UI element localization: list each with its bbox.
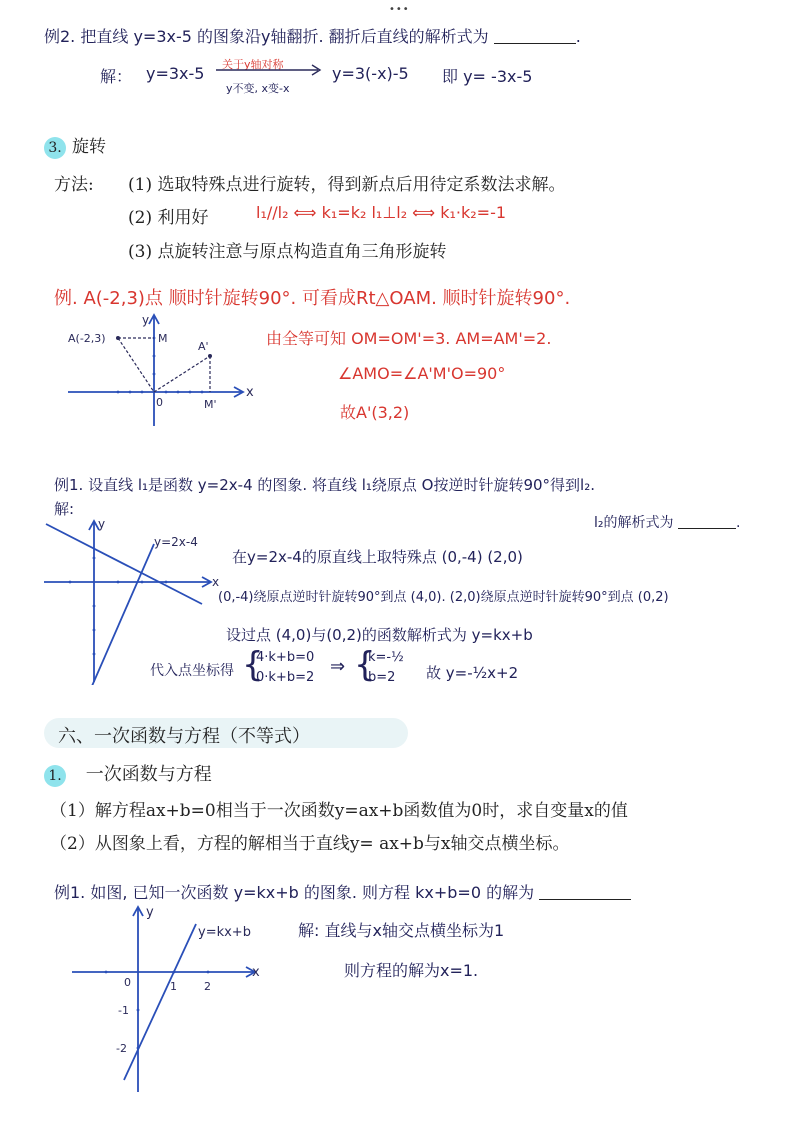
section6-sub-heading xyxy=(44,760,212,787)
ex1-rot-answer-blank xyxy=(678,514,736,529)
rotation-title: 旋转 xyxy=(72,137,106,157)
ex1-eq-x-label: x xyxy=(252,965,260,980)
ex1-rot-line3: 设过点 (4,0)与(0,2)的函数解析式为 y=kx+b xyxy=(226,626,533,644)
ex1-rot-line1: 在y=2x-4的原直线上取特殊点 (0,-4) (2,0) xyxy=(232,548,523,566)
ex1-rot-sub-label: 代入点坐标得 xyxy=(150,663,234,679)
ex1-rot-question-end: l₂的解析式为 . xyxy=(594,515,741,531)
ex1-rot-y-label: y xyxy=(98,517,106,531)
ex2-arrow-bottom: y不变, x变-x xyxy=(226,82,290,95)
ex-a-x-label: x xyxy=(246,385,254,400)
ex1-rot-sol1: k=-½ xyxy=(368,650,404,665)
ex1-rot-title: 例1. 设直线 l₁是函数 y=2x-4 的图象. 将直线 l₁绕原点 O按逆时针旋转90°得到l₂. xyxy=(54,476,595,494)
ex2-question-text: 例2. 把直线 y=3x-5 的图象沿y轴翻折. 翻折后直线的解析式为 xyxy=(44,27,489,46)
ex-a-y-label: y xyxy=(142,313,150,327)
section6-number-badge: 1. xyxy=(44,765,66,787)
window-handle-dots: ••• xyxy=(389,4,410,15)
ex2-eq2: y=3(-x)-5 xyxy=(332,64,409,83)
ex-a-line1: 由全等可知 OM=OM'=3. AM=AM'=2. xyxy=(266,329,552,348)
ex1-eq-graph xyxy=(66,900,276,1096)
ex2-answer-blank xyxy=(494,29,576,44)
ex1-eq-tick-m1: -1 xyxy=(118,1004,129,1017)
ex1-eq-tick-2: 2 xyxy=(204,980,211,993)
ex1-rot-implies: ⇒ xyxy=(330,656,346,677)
method-2-prefix: (2) 利用好 xyxy=(128,208,209,228)
ex1-rot-sys2: 0·k+b=2 xyxy=(256,670,315,685)
ex1-rot-line-label: y=2x-4 xyxy=(154,535,198,549)
ex2-sol-label: 解： xyxy=(100,67,133,86)
ex-a-line3: 故A'(3,2) xyxy=(340,403,410,422)
method-2-formula: l₁//l₂ ⟺ k₁=k₂ l₁⊥l₂ ⟺ k₁·k₂=-1 xyxy=(256,203,507,222)
ex2-arrow xyxy=(214,62,326,78)
section6-p1: （1）解方程ax+b=0相当于一次函数y=ax+b函数值为0时，求自变量x的值 xyxy=(50,801,628,821)
ex1-eq-sol1: 解: 直线与x轴交点横坐标为1 xyxy=(298,921,505,940)
method-1: (1) 选取特殊点进行旋转，得到新点后用待定系数法求解。 xyxy=(128,175,566,195)
ex-a-point-a2-label: A' xyxy=(198,340,209,353)
ex-a-point-m-label: M xyxy=(158,332,168,345)
section6-sub-title: 一次函数与方程 xyxy=(85,764,212,785)
ex1-rot-x-label: x xyxy=(212,575,220,589)
ex2-arrow-top: 关于y轴对称 xyxy=(222,58,284,71)
ex-a-line2: ∠AMO=∠A'M'O=90° xyxy=(338,364,506,383)
ex1-eq-tick-1: 1 xyxy=(170,980,177,993)
ex1-eq-answer-blank xyxy=(539,885,631,900)
ex1-rot-graph xyxy=(40,510,226,685)
ex-a-origin-label: 0 xyxy=(156,396,163,409)
ex1-rot-brace-left: { xyxy=(242,645,264,685)
ex1-rot-sol2: b=2 xyxy=(368,670,396,685)
ex1-eq-y-label: y xyxy=(146,905,154,920)
ex1-eq-tick-m2: -2 xyxy=(116,1042,127,1055)
ex1-rot-sys1: 4·k+b=0 xyxy=(256,650,315,665)
ex1-rot-brace-right: { xyxy=(354,645,376,685)
ex1-eq-origin-label: 0 xyxy=(124,976,131,989)
method-label: 方法: xyxy=(54,175,94,195)
ex1-eq-sol2: 则方程的解为x=1. xyxy=(344,961,479,980)
ex2-eq3: 即 y= -3x-5 xyxy=(442,67,533,86)
ex1-eq-line-label: y=kx+b xyxy=(198,925,251,940)
ex-a-point-m2-label: M' xyxy=(204,398,217,411)
rotation-heading xyxy=(44,132,106,159)
ex1-rot-answer: 故 y=-½x+2 xyxy=(426,664,519,682)
ex2-question: 例2. 把直线 y=3x-5 的图象沿y轴翻折. 翻折后直线的解析式为 . xyxy=(44,27,581,46)
ex1-rot-line2: (0,-4)绕原点逆时针旋转90°到点 (4,0). (2,0)绕原点逆时针旋转90°到点 (0,2) xyxy=(218,590,669,605)
ex1-rot-question-end-text: l₂的解析式为 xyxy=(594,515,674,531)
section6-p2: （2）从图象上看，方程的解相当于直线y= ax+b与x轴交点横坐标。 xyxy=(50,834,570,854)
ex-a-graph xyxy=(62,308,262,432)
rotation-number-badge: 3. xyxy=(44,137,66,159)
ex2-eq1: y=3x-5 xyxy=(146,64,205,83)
ex-a-title: 例. A(-2,3)点 顺时针旋转90°. 可看成Rt△OAM. 顺时针旋转90°. xyxy=(54,288,571,309)
ex1-eq-title-text: 例1. 如图, 已知一次函数 y=kx+b 的图象. 则方程 kx+b=0 的解为 xyxy=(54,883,535,902)
ex-a-point-a-label: A(-2,3) xyxy=(68,332,106,345)
method-3: (3) 点旋转注意与原点构造直角三角形旋转 xyxy=(128,242,447,262)
ex1-rot-sol-label: 解: xyxy=(54,500,75,518)
section6-title: 六、一次函数与方程（不等式） xyxy=(58,726,310,747)
